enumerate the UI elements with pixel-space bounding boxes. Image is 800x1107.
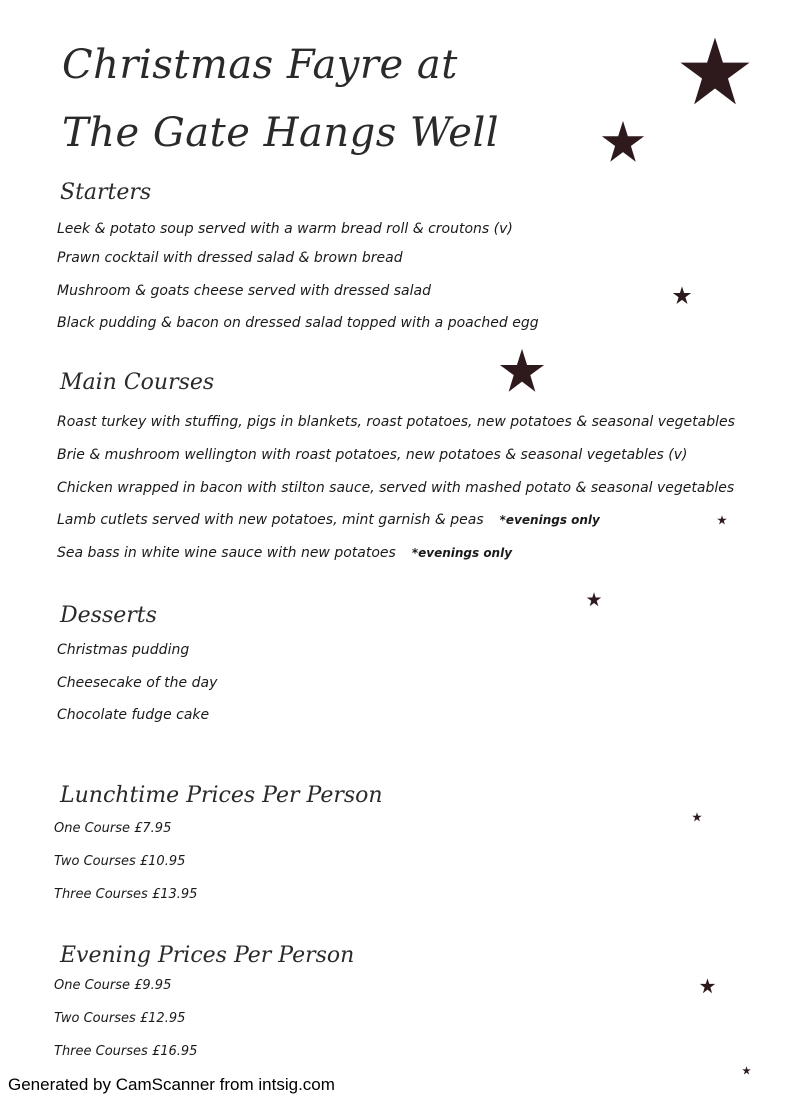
starter-item: Prawn cocktail with dressed salad & brown bread [57, 250, 403, 266]
starter-item: Black pudding & bacon on dressed salad topped with a poached egg [57, 315, 539, 331]
main-course-item [57, 480, 734, 496]
star-icon [742, 1066, 751, 1075]
evening-prices-heading: Evening Prices Per Person [60, 943, 355, 968]
lunchtime-price: Three Courses £13.95 [54, 887, 198, 902]
desserts-heading: Desserts [60, 603, 157, 628]
dessert-item: Cheesecake of the day [57, 675, 218, 691]
main-course-text: Chicken wrapped in bacon with stilton sauce, served with mashed potato & seasonal vegetables [57, 480, 735, 496]
star-icon [678, 36, 752, 108]
main-courses-heading: Main Courses [60, 370, 215, 395]
star-icon [699, 978, 716, 994]
main-course-item [57, 545, 512, 561]
main-course-text: Roast turkey with stuffing, pigs in blankets, roast potatoes, new potatoes & seasonal vegetables [57, 414, 735, 430]
star-icon [672, 286, 692, 305]
main-course-text: Brie & mushroom wellington with roast potatoes, new potatoes & seasonal vegetables (v) [57, 447, 688, 463]
main-course-item [57, 414, 735, 430]
dessert-item: Christmas pudding [57, 642, 190, 658]
dessert-item: Chocolate fudge cake [57, 707, 210, 723]
starter-item: Mushroom & goats cheese served with dressed salad [57, 283, 431, 299]
menu-title-line-1: Christmas Fayre at [62, 42, 458, 88]
star-icon [717, 515, 727, 525]
main-course-item [57, 512, 600, 528]
main-course-item [57, 447, 688, 463]
camscanner-watermark: Generated by CamScanner from intsig.com [8, 1075, 335, 1094]
evenings-only-note: *evenings only [499, 513, 600, 527]
lunchtime-price: Two Courses £10.95 [54, 854, 186, 869]
lunchtime-price: One Course £7.95 [54, 821, 172, 836]
star-icon [498, 348, 546, 394]
evening-price: Three Courses £16.95 [54, 1044, 198, 1059]
star-icon [600, 120, 646, 164]
star-icon [586, 592, 602, 607]
starters-heading: Starters [60, 180, 152, 205]
evening-price: Two Courses £12.95 [54, 1011, 186, 1026]
evening-price: One Course £9.95 [54, 978, 172, 993]
main-course-text: Lamb cutlets served with new potatoes, mint garnish & peas [57, 512, 484, 528]
main-course-text: Sea bass in white wine sauce with new potatoes [57, 545, 396, 561]
starter-item: Leek & potato soup served with a warm bread roll & croutons (v) [57, 221, 513, 237]
star-icon [692, 812, 702, 822]
menu-title-line-2: The Gate Hangs Well [62, 110, 500, 156]
lunchtime-prices-heading: Lunchtime Prices Per Person [60, 783, 383, 808]
evenings-only-note: *evenings only [411, 546, 513, 560]
